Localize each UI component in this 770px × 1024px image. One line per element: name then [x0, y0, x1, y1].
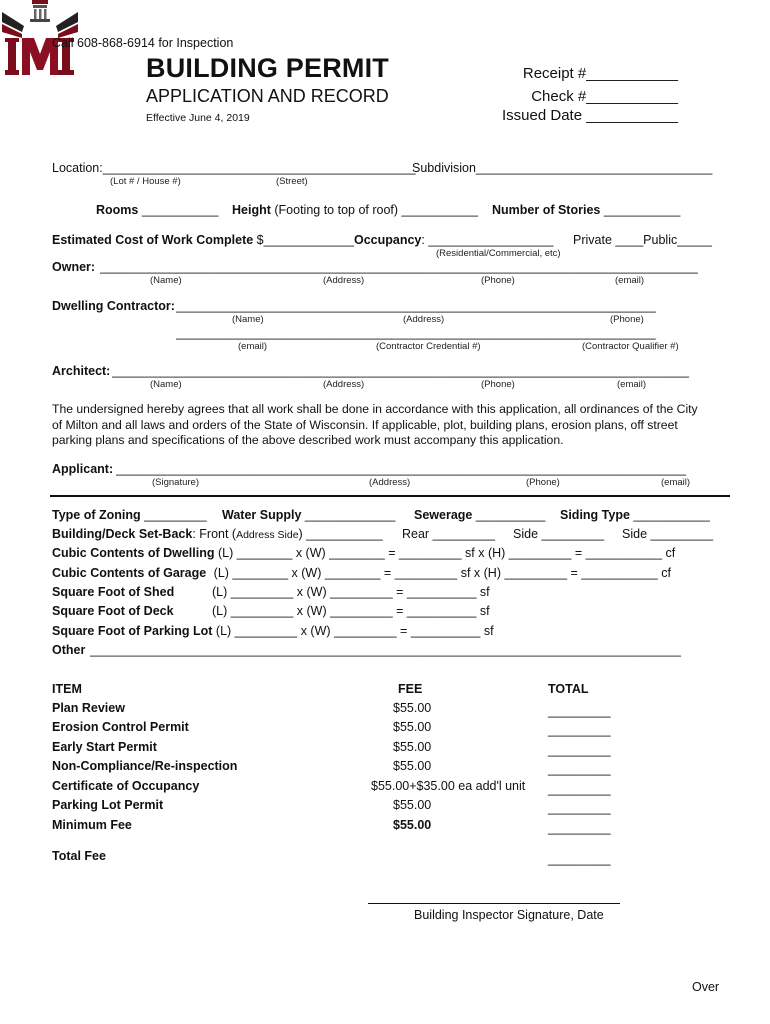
setback-side2-field[interactable]: Side _________: [622, 527, 714, 541]
agreement-line-3: parking plans and specifications of the above described work must accompany this application.: [52, 433, 564, 447]
architect-field[interactable]: ___________________________________________________________________________________: [112, 364, 690, 378]
contractor-credential-caption: (Contractor Credential #): [376, 341, 481, 352]
contractor-field-2[interactable]: _____________________________________________________________________: [176, 326, 656, 340]
effective-date: Effective June 4, 2019: [146, 112, 250, 124]
fee-total-field[interactable]: _________: [548, 704, 611, 718]
zoning-row: [52, 508, 207, 522]
dwelling-field[interactable]: (L) ________ x (W) ________ = _________ sf x (H) _________ = ___________ cf: [217, 546, 676, 560]
issued-date-field[interactable]: Issued Date ___________: [502, 107, 678, 124]
rooms-row: [96, 203, 218, 217]
private-public-field[interactable]: Private ____Public_____: [573, 233, 712, 247]
contractor-qualifier-caption: (Contractor Qualifier #): [582, 341, 679, 352]
architect-phone-caption: (Phone): [481, 379, 515, 390]
deck-row: [52, 604, 174, 618]
check-field[interactable]: Check #___________: [531, 88, 678, 105]
location-field[interactable]: Location:_____________________________________________: [52, 161, 416, 175]
garage-row: [52, 566, 671, 580]
fee-item-label: Non-Compliance/Re-inspection: [52, 759, 238, 773]
height-label: Height: [232, 203, 271, 217]
owner-address-caption: (Address): [323, 275, 365, 286]
dwelling-row: [52, 546, 675, 560]
setback-side1-field[interactable]: Side _________: [513, 527, 605, 541]
contractor-label: Dwelling Contractor:: [52, 299, 175, 313]
deck-field[interactable]: (L) _________ x (W) _________ = __________ sf: [212, 604, 490, 618]
form-title: BUILDING PERMIT: [146, 53, 389, 83]
fee-amount: $55.00: [393, 720, 432, 734]
receipt-field[interactable]: Receipt #___________: [522, 65, 678, 82]
total-header: TOTAL: [548, 682, 589, 696]
total-fee-label: Total Fee: [52, 849, 106, 863]
cost-field[interactable]: $_____________: [256, 233, 354, 247]
over-note: Over: [692, 980, 720, 994]
shed-field[interactable]: (L) _________ x (W) _________ = __________ sf: [212, 585, 490, 599]
fee-total-field[interactable]: _________: [548, 762, 611, 776]
inspector-signature-caption: Building Inspector Signature, Date: [414, 908, 604, 922]
architect-label: Architect:: [52, 364, 111, 378]
stories-field[interactable]: ___________: [603, 203, 681, 217]
fee-total-field[interactable]: _________: [548, 801, 611, 815]
applicant-address-caption: (Address): [369, 477, 411, 488]
setback-label: Building/Deck Set-Back: [52, 527, 193, 541]
sewerage-field[interactable]: __________: [475, 508, 546, 522]
fee-total-field[interactable]: _________: [548, 723, 611, 737]
fee-header: FEE: [398, 682, 423, 696]
fee-amount: $55.00: [393, 798, 432, 812]
zoning-label: Type of Zoning: [52, 508, 141, 522]
setback-front-field[interactable]: ) ___________: [298, 527, 383, 541]
agreement-line-1: The undersigned hereby agrees that all work shall be done in accordance with this application, all ordinances of the City: [52, 402, 698, 416]
fee-item-label: Parking Lot Permit: [52, 798, 164, 812]
stories-row: [492, 203, 680, 217]
owner-email-caption: (email): [615, 275, 645, 286]
agreement-text: [52, 402, 698, 449]
siding-row: [560, 508, 710, 522]
cost-row: [52, 233, 553, 247]
agreement-line-2: of Milton and all laws and orders of the State of Wisconsin. If applicable, plot, building plans, erosion plans, off street: [52, 417, 678, 432]
contractor-phone-caption: (Phone): [610, 314, 644, 325]
applicant-phone-caption: (Phone): [526, 477, 560, 488]
dwelling-label: Cubic Contents of Dwelling: [52, 546, 215, 560]
garage-field[interactable]: (L) ________ x (W) ________ = _________ sf x (H) _________ = ___________ cf: [213, 566, 671, 580]
fee-item-label: Erosion Control Permit: [52, 720, 189, 734]
garage-label: Cubic Contents of Garage: [52, 566, 207, 580]
form-subtitle: APPLICATION AND RECORD: [146, 86, 389, 106]
height-field[interactable]: (Footing to top of roof) ___________: [274, 203, 478, 217]
rooms-field[interactable]: ___________: [141, 203, 219, 217]
setback-address-side: Address Side: [236, 529, 299, 541]
fee-item-label: Certificate of Occupancy: [52, 779, 200, 793]
fee-item-label: Early Start Permit: [52, 740, 157, 754]
fee-item-label: Plan Review: [52, 701, 125, 715]
inspection-phone-note: Call 608-868-6914 for Inspection: [52, 36, 234, 50]
setback-row: [52, 527, 383, 541]
fee-amount: $55.00: [393, 818, 432, 832]
siding-label: Siding Type: [560, 508, 630, 522]
owner-field[interactable]: ______________________________________________________________________________________: [100, 260, 698, 274]
shed-label: Square Foot of Shed: [52, 585, 175, 599]
zoning-field[interactable]: _________: [144, 508, 207, 522]
applicant-signature-caption: (Signature): [152, 477, 199, 488]
setback-rear-field[interactable]: Rear _________: [402, 527, 496, 541]
contractor-email-caption: (email): [238, 341, 268, 352]
applicant-email-caption: (email): [661, 477, 691, 488]
sewerage-row: [414, 508, 545, 522]
parking-row: [52, 624, 494, 638]
logo-text: M: [40, 75, 41, 76]
applicant-field[interactable]: __________________________________________________________________________________: [116, 462, 687, 476]
fee-total-field[interactable]: _________: [548, 743, 611, 757]
fee-amount: $55.00: [393, 759, 432, 773]
parking-label: Square Foot of Parking Lot: [52, 624, 213, 638]
rooms-label: Rooms: [96, 203, 139, 217]
owner-phone-caption: (Phone): [481, 275, 515, 286]
fee-total-field[interactable]: _________: [548, 821, 611, 835]
fee-amount: $55.00+$35.00 ea add'l unit: [371, 779, 526, 793]
water-field[interactable]: _____________: [304, 508, 396, 522]
fee-amount: $55.00: [393, 740, 432, 754]
owner-label: Owner:: [52, 260, 96, 274]
height-row: [232, 203, 478, 217]
occupancy-field[interactable]: : __________________: [421, 233, 554, 247]
stories-label: Number of Stories: [492, 203, 601, 217]
occupancy-label: Occupancy: [354, 233, 422, 247]
other-label: Other: [52, 643, 86, 657]
contractor-name-caption: (Name): [232, 314, 264, 325]
occupancy-caption: (Residential/Commercial, etc): [436, 248, 561, 259]
fee-total-field[interactable]: _________: [548, 782, 611, 796]
setback-front: : Front (: [192, 527, 237, 541]
lot-caption: (Lot # / House #): [110, 176, 181, 187]
parking-field[interactable]: (L) _________ x (W) _________ = __________ sf: [215, 624, 494, 638]
contractor-field-1[interactable]: _____________________________________________________________________: [176, 299, 656, 313]
other-row: [52, 643, 85, 657]
architect-name-caption: (Name): [150, 379, 182, 390]
owner-name-caption: (Name): [150, 275, 182, 286]
inspector-signature-line[interactable]: [368, 903, 620, 904]
water-label: Water Supply: [222, 508, 302, 522]
other-field[interactable]: _____________________________________________________________________________________: [90, 643, 681, 657]
subdivision-field[interactable]: Subdivision__________________________________: [412, 161, 713, 175]
owner-row: [52, 260, 95, 274]
architect-email-caption: (email): [617, 379, 647, 390]
water-row: [222, 508, 395, 522]
architect-address-caption: (Address): [323, 379, 365, 390]
fee-amount: $55.00: [393, 701, 432, 715]
shed-row: [52, 585, 174, 599]
deck-label: Square Foot of Deck: [52, 604, 174, 618]
siding-field[interactable]: ___________: [633, 508, 710, 522]
contractor-address-caption: (Address): [403, 314, 445, 325]
applicant-label: Applicant:: [52, 462, 114, 476]
sewerage-label: Sewerage: [414, 508, 473, 522]
cost-label: Estimated Cost of Work Complete: [52, 233, 254, 247]
section-divider: [50, 495, 730, 497]
item-header: ITEM: [52, 682, 82, 696]
total-fee-field[interactable]: _________: [548, 852, 611, 866]
street-caption: (Street): [276, 176, 308, 187]
fee-item-label: Minimum Fee: [52, 818, 132, 832]
